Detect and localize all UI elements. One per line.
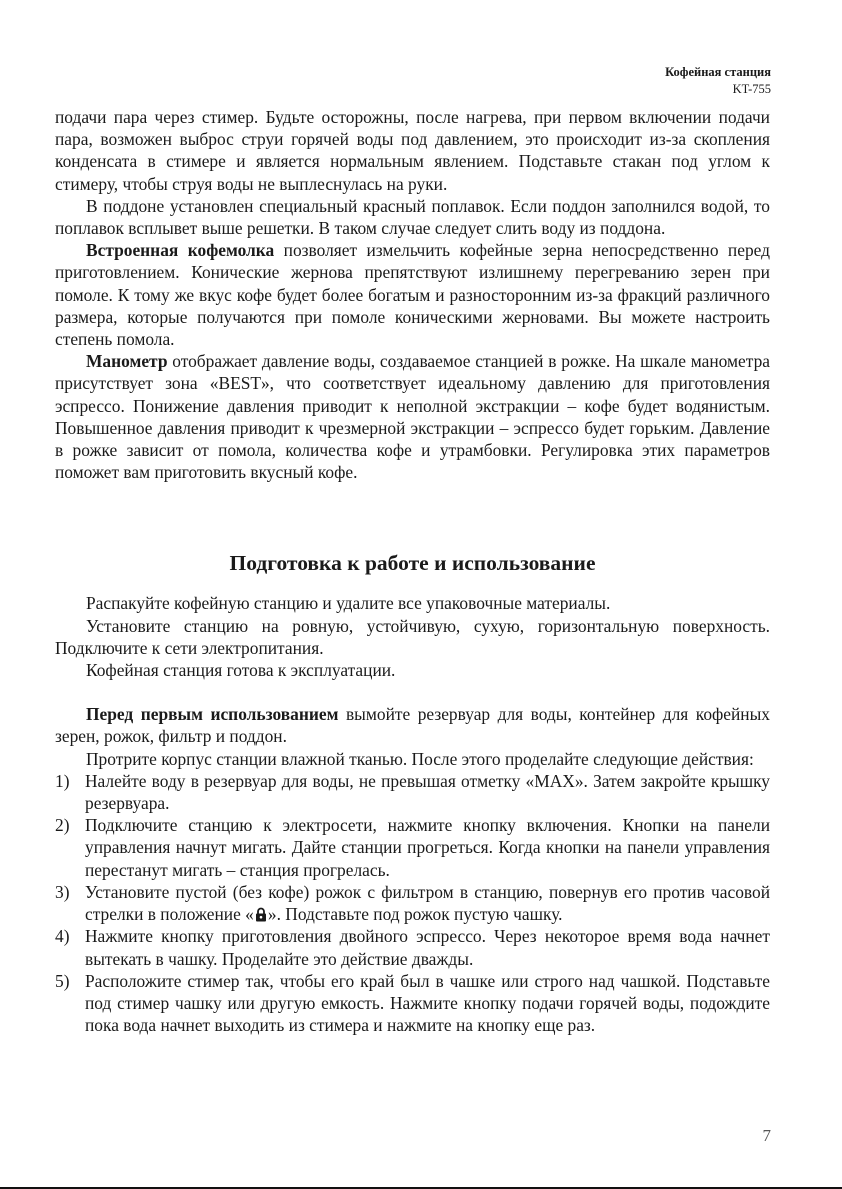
step-text-after: ». Подставьте под рожок пустую чашку.	[267, 904, 563, 925]
prep-unpack: Распакуйте кофейную станцию и удалите все упаковочные материалы.	[86, 593, 611, 614]
first-use-text: вымойте резервуар для воды, контейнер для кофейных зерен, рожок, фильтр и поддон.	[55, 704, 770, 747]
running-header	[665, 64, 771, 98]
header-title: Кофейная станция	[665, 65, 771, 79]
step-number: 1)	[55, 770, 70, 791]
step-text: Расположите стимер так, чтобы его край был в чашке или строго над чашкой. Подставьте под стимер чашку или другую емкость. Нажмите кнопку подачи горячей воды, подождите пока вода начнет выходить из стимера и нажмите на кнопку еще раз.	[85, 970, 770, 1036]
step-text: Установите пустой (без кофе) рожок с фильтром в станцию, повернув его против часовой стрелки в положение «	[85, 881, 770, 925]
grinder-text: позволяет измельчить кофейные зерна непосредственно перед приготовлением. Конические жернова препятствуют излишнему перегреванию зерен при помоле. К тому же вкус кофе будет более богатым и разносторонним из-за фракций различного размера, которые получаются при помоле коническими жерновами. Вы можете настроить степень помола.	[55, 240, 770, 350]
list-item	[55, 925, 770, 969]
paragraph-manometer	[55, 350, 770, 483]
step-number: 4)	[55, 926, 70, 947]
steps-list	[55, 770, 770, 1036]
paragraph-float: В поддоне установлен специальный красный поплавок. Если поддон заполнился водой, то поплавок всплывет выше решетки. В таком случае следует слить воду из поддона.	[55, 195, 770, 239]
section-heading: Подготовка к работе и использование	[229, 551, 596, 576]
list-item	[55, 770, 770, 814]
page-content	[55, 106, 770, 1036]
paragraph-steamer: подачи пара через стимер. Будьте осторожны, после нагрева, при первом включении подачи пара, возможен выброс струи горячей воды под давлением, это происходит из-за скопления конденсата в стимере и является нормальным явлением. Подставьте стакан под углом к стимеру, чтобы струя воды не выплеснулась на руки.	[55, 107, 770, 194]
wipe-paragraph: Протрите корпус станции влажной тканью. После этого проделайте следующие действия:	[86, 748, 754, 769]
page-number: 7	[762, 1126, 771, 1145]
list-item	[55, 970, 770, 1037]
prep-ready: Кофейная станция готова к эксплуатации.	[86, 660, 396, 681]
step-text: Подключите станцию к электросети, нажмите кнопку включения. Кнопки на панели управления начнут мигать. Дайте станции прогреться. Когда кнопки на панели управления перестанут мигать – станция прогрелась.	[85, 815, 770, 880]
header-model: KT-755	[732, 82, 771, 96]
step-number: 3)	[55, 881, 70, 902]
lock-icon	[255, 907, 267, 922]
prep-install: Установите станцию на ровную, устойчивую, сухую, горизонтальную поверхность. Подключите к сети электропитания.	[55, 615, 770, 658]
step-text: Нажмите кнопку приготовления двойного эспрессо. Через некоторое время вода начнет вытекать в чашку. Проделайте это действие дважды.	[85, 926, 770, 969]
step-number: 2)	[55, 815, 70, 836]
first-use-paragraph	[55, 703, 770, 747]
grinder-term: Встроенная кофемолка	[86, 240, 275, 261]
list-item	[55, 814, 770, 881]
step-number: 5)	[55, 970, 70, 991]
manometer-text: отображает давление воды, создаваемое станцией в рожке. На шкале манометра присутствует зона «BEST», что соответствует идеальному давлению для приготовления эспрессо. Понижение давления приводит к неполной экстракции – кофе будет водянистым. Повышенное давления приводит к чрезмерной экстракции – эспрессо будет горьким. Давление в рожке зависит от помола, количества кофе и утрамбовки. Регулировка этих параметров поможет вам приготовить вкусный кофе.	[55, 351, 770, 483]
first-use-term: Перед первым использованием	[86, 704, 339, 725]
list-item	[55, 881, 770, 925]
step-text: Налейте воду в резервуар для воды, не превышая отметку «MAX». Затем закройте крышку резервуара.	[85, 770, 770, 814]
manometer-term: Манометр	[86, 351, 168, 372]
paragraph-grinder	[55, 239, 770, 350]
